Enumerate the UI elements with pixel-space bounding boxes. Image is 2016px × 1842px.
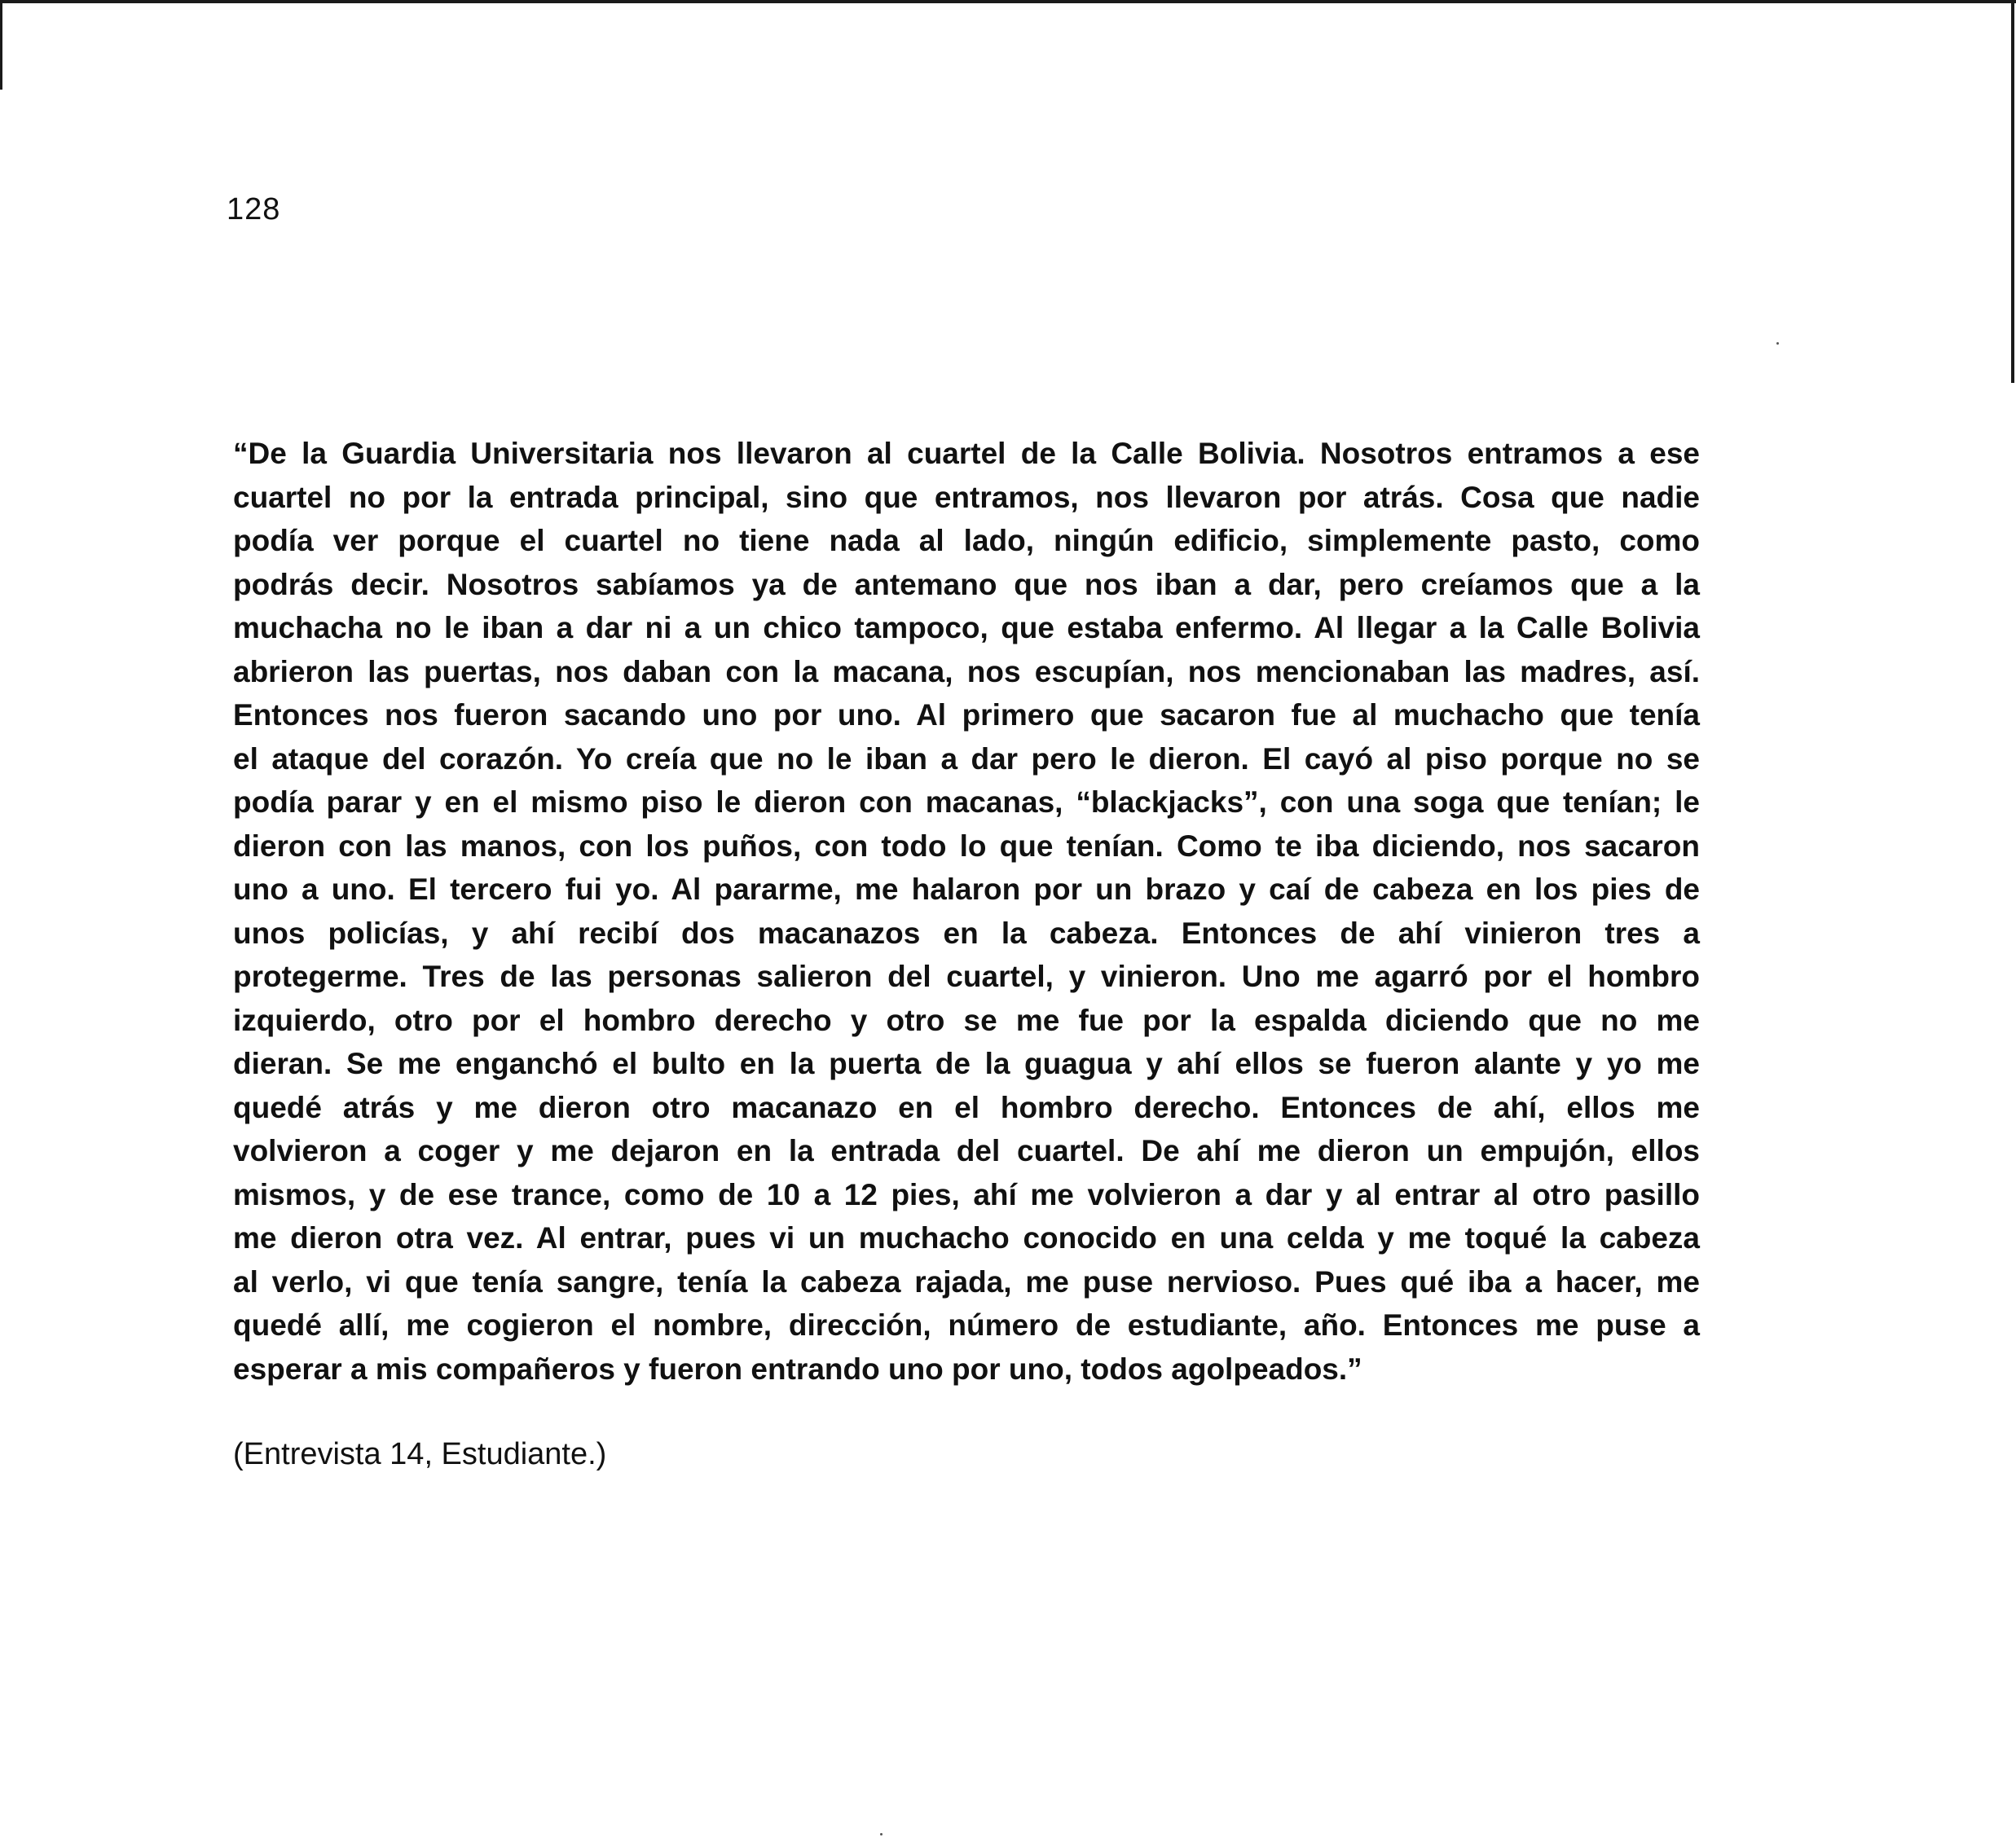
citation: (Entrevista 14, Estudiante.) (233, 1437, 607, 1471)
quote-line: volvieron a coger y me dejaron en la entrada del cuartel. De ahí me dieron un empujón, ellos (233, 1134, 1700, 1167)
quote-line: protegerme. Tres de las personas salieron del cuartel, y vinieron. Uno me agarró por el hombro (233, 960, 1700, 993)
quote-line: me dieron otra vez. Al entrar, pues vi un muchacho conocido en una celda y me toqué la cabeza (233, 1221, 1700, 1255)
quote-line: podrás decir. Nosotros sabíamos ya de antemano que nos iban a dar, pero creíamos que a la (233, 567, 1700, 601)
scan-edge-right (2011, 0, 2014, 383)
page-number: 128 (227, 192, 281, 226)
quote-line: al verlo, vi que tenía sangre, tenía la cabeza rajada, me puse nervioso. Pues qué iba a hacer, me (233, 1264, 1700, 1299)
quote-line: dieran. Se me enganchó el bulto en la puerta de la guagua y ahí ellos se fueron alante y yo me (233, 1047, 1700, 1080)
quote-line: muchacha no le iban a dar ni a un chico tampoco, que estaba enfermo. Al llegar a la Calle Bolivia (233, 611, 1700, 644)
quote-line: “De la Guardia Universitaria nos llevaron al cuartel de la Calle Bolivia. Nosotros entramos a ese (233, 437, 1700, 470)
scan-speck (880, 1833, 883, 1835)
scan-edge-left (0, 0, 2, 90)
scan-edge-top (0, 0, 2016, 3)
scan-speck (1776, 342, 1779, 345)
quote-line: podía parar y en el mismo piso le dieron con macanas, “blackjacks”, con una soga que tenían; le (233, 785, 1700, 819)
quote-line: izquierdo, otro por el hombro derecho y otro se me fue por la espalda diciendo que no me (233, 1003, 1700, 1037)
quote-line: uno a uno. El tercero fui yo. Al pararme, me halaron por un brazo y caí de cabeza en los pies de (233, 873, 1700, 906)
quote-line: abrieron las puertas, nos daban con la macana, nos escupían, nos mencionaban las madres, así. (233, 654, 1700, 688)
quote-line: podía ver porque el cuartel no tiene nada al lado, ningún edificio, simplemente pasto, como (233, 524, 1700, 557)
quote-line: esperar a mis compañeros y fueron entrando uno por uno, todos agolpeados.” (233, 1352, 1362, 1386)
quote-line: mismos, y de ese trance, como de 10 a 12 pies, ahí me volvieron a dar y al entrar al otro pasillo (233, 1177, 1700, 1211)
quote-line: quedé allí, me cogieron el nombre, dirección, número de estudiante, año. Entonces me puse a (233, 1308, 1700, 1342)
quote-line: Entonces nos fueron sacando uno por uno. Al primero que sacaron fue al muchacho que tenía (233, 698, 1700, 732)
quote-line: el ataque del corazón. Yo creía que no le iban a dar pero le dieron. El cayó al piso porque no se (233, 741, 1700, 776)
quote-line: cuartel no por la entrada principal, sino que entramos, nos llevaron por atrás. Cosa que nadie (233, 480, 1700, 514)
quote-line: dieron con las manos, con los puños, con todo lo que tenían. Como te iba diciendo, nos sacaron (233, 829, 1700, 863)
quote-line: quedé atrás y me dieron otro macanazo en el hombro derecho. Entonces de ahí, ellos me (233, 1090, 1700, 1124)
quote-paragraph (233, 432, 1700, 1391)
quote-line: unos policías, y ahí recibí dos macanazos en la cabeza. Entonces de ahí vinieron tres a (233, 916, 1700, 950)
